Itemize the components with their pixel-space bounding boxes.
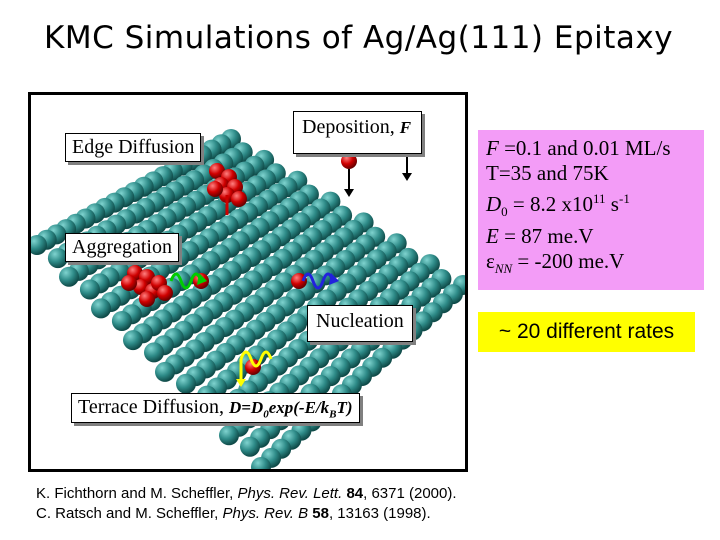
substrate-atom (155, 362, 175, 382)
reference-item: C. Ratsch and M. Scheffler, Phys. Rev. B 58, 13163 (1998). (36, 505, 431, 522)
substrate-atom (240, 437, 260, 457)
rates-badge: ~ 20 different rates (478, 312, 695, 352)
adatom (207, 181, 223, 197)
references (36, 484, 457, 524)
param-bond-energy: $\varepsilon_{NN} = -200$ me.V (486, 249, 625, 277)
substrate-atom (219, 425, 239, 445)
adatom (139, 291, 155, 307)
param-temperature: T=35 and 75K (486, 161, 609, 185)
nucleation-label: Nucleation (307, 305, 413, 342)
parameters-box (478, 130, 704, 290)
adatom (121, 275, 137, 291)
substrate-atom (112, 311, 132, 331)
substrate-atom (80, 280, 100, 300)
param-flux: F =0.1 and 0.01 ML/s (486, 136, 671, 160)
aggregation-label: Aggregation (65, 233, 179, 262)
substrate-atom (91, 298, 111, 318)
deposition-arrowhead (344, 189, 354, 197)
simulation-panel (28, 92, 468, 472)
terrace-diffusion-label: Terrace Diffusion, $D=D_0\exp(-E/k_BT)$ (71, 393, 360, 423)
edge-diffusion-label: Edge Diffusion (65, 133, 201, 162)
adatom (231, 191, 247, 207)
deposition-label: Deposition, F (293, 111, 422, 154)
param-prefactor: $D_0 = 8.2$ $x10^{11}$ $s^{-1}$ (486, 191, 630, 220)
substrate-atom (176, 374, 196, 394)
param-barrier: E = 87 me.V (486, 224, 594, 249)
reference-item: K. Fichthorn and M. Scheffler, Phys. Rev. Lett. 84, 6371 (2000). (36, 485, 457, 502)
substrate-atom (144, 342, 164, 362)
slide-title: KMC Simulations of Ag/Ag(111) Epitaxy (44, 20, 674, 56)
substrate-atom (123, 330, 143, 350)
adatom (157, 285, 173, 301)
substrate-atom (59, 267, 79, 287)
deposition-arrowhead (402, 173, 412, 181)
deposition-atom (341, 153, 357, 169)
